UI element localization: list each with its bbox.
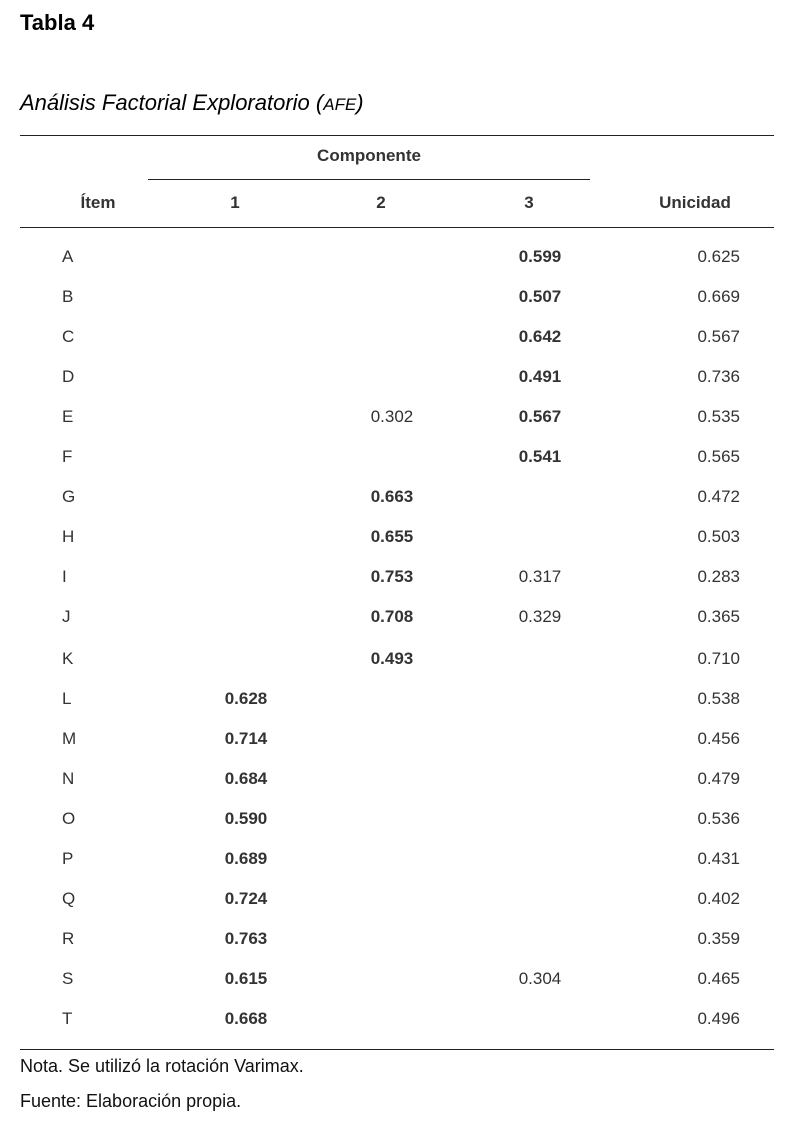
item-cell: G <box>62 487 76 506</box>
item-cell: H <box>62 527 75 546</box>
item-cell: B <box>62 287 74 306</box>
component-3-cell: 0.642 <box>518 327 562 346</box>
unicidad-cell: 0.402 <box>697 889 740 908</box>
table-row <box>0 639 786 679</box>
item-cell: Q <box>62 889 76 908</box>
component-3-cell: 0.317 <box>518 567 562 586</box>
header-col-3: 3 <box>524 193 534 212</box>
item-cell: D <box>62 367 75 386</box>
title-paren-open: ( <box>315 90 324 115</box>
title-main: Análisis Factorial Exploratorio <box>20 90 316 115</box>
table-row <box>0 799 786 839</box>
component-3-cell: 0.599 <box>518 247 562 266</box>
table-row <box>0 597 786 639</box>
bottom-rule <box>20 1049 774 1050</box>
component-2-cell: 0.753 <box>370 567 414 586</box>
table-row <box>0 919 786 959</box>
component-2-cell: 0.493 <box>370 649 414 668</box>
table-row <box>0 879 786 919</box>
top-rule <box>20 135 774 136</box>
unicidad-cell: 0.359 <box>697 929 740 948</box>
table-row <box>0 397 786 437</box>
item-cell: J <box>62 607 71 626</box>
unicidad-cell: 0.535 <box>697 407 740 426</box>
item-cell: A <box>62 247 74 266</box>
component-3-cell: 0.541 <box>518 447 562 466</box>
table-row <box>0 679 786 719</box>
unicidad-cell: 0.710 <box>697 649 740 668</box>
item-cell: C <box>62 327 75 346</box>
header-componente: Componente <box>317 146 421 165</box>
component-1-cell: 0.724 <box>224 889 268 908</box>
unicidad-cell: 0.365 <box>697 607 740 626</box>
source-text: Fuente: Elaboración propia. <box>20 1091 242 1111</box>
unicidad-cell: 0.565 <box>697 447 740 466</box>
unicidad-cell: 0.536 <box>697 809 740 828</box>
component-1-cell: 0.628 <box>224 689 268 708</box>
unicidad-cell: 0.479 <box>697 769 740 788</box>
unicidad-cell: 0.503 <box>697 527 740 546</box>
item-cell: K <box>62 649 74 668</box>
table-row <box>0 719 786 759</box>
title-paren-close: ) <box>356 90 364 115</box>
header-unicidad: Unicidad <box>659 193 731 212</box>
table-row <box>0 959 786 999</box>
component-3-cell: 0.304 <box>518 969 562 988</box>
unicidad-cell: 0.669 <box>697 287 740 306</box>
component-1-cell: 0.763 <box>224 929 268 948</box>
item-cell: T <box>62 1009 73 1028</box>
item-cell: E <box>62 407 74 426</box>
table-title <box>20 90 364 116</box>
table-row <box>0 277 786 317</box>
table-row <box>0 517 786 557</box>
header-bottom-rule <box>20 227 774 228</box>
component-1-cell: 0.689 <box>224 849 268 868</box>
component-1-cell: 0.590 <box>224 809 268 828</box>
item-cell: M <box>62 729 77 748</box>
header-item: Ítem <box>80 193 116 212</box>
item-cell: F <box>62 447 73 466</box>
unicidad-cell: 0.736 <box>697 367 740 386</box>
table-body <box>0 237 786 1039</box>
component-3-cell: 0.567 <box>518 407 562 426</box>
component-2-cell: 0.302 <box>370 407 414 426</box>
table-label: Tabla 4 <box>20 10 95 35</box>
unicidad-cell: 0.496 <box>697 1009 740 1028</box>
item-cell: O <box>62 809 76 828</box>
header-col-1: 1 <box>230 193 240 212</box>
note-text: Nota. Se utilizó la rotación Varimax. <box>20 1056 304 1076</box>
componente-rule <box>148 179 590 180</box>
item-cell: P <box>62 849 74 868</box>
table-row <box>0 477 786 517</box>
component-1-cell: 0.714 <box>224 729 268 748</box>
table-row <box>0 557 786 597</box>
component-2-cell: 0.655 <box>370 527 414 546</box>
unicidad-cell: 0.465 <box>697 969 740 988</box>
table-row <box>0 759 786 799</box>
component-3-cell: 0.507 <box>518 287 562 306</box>
component-1-cell: 0.668 <box>224 1009 268 1028</box>
table-row <box>0 317 786 357</box>
item-cell: N <box>62 769 75 788</box>
item-cell: S <box>62 969 74 988</box>
unicidad-cell: 0.431 <box>697 849 740 868</box>
unicidad-cell: 0.283 <box>697 567 740 586</box>
unicidad-cell: 0.456 <box>697 729 740 748</box>
unicidad-cell: 0.567 <box>697 327 740 346</box>
table-row <box>0 237 786 277</box>
component-3-cell: 0.491 <box>518 367 562 386</box>
title-abbr: AFE <box>323 95 357 114</box>
component-1-cell: 0.615 <box>224 969 268 988</box>
table-row <box>0 999 786 1039</box>
item-cell: I <box>62 567 67 586</box>
table-row <box>0 357 786 397</box>
table-row <box>0 437 786 477</box>
component-2-cell: 0.663 <box>370 487 414 506</box>
item-cell: R <box>62 929 75 948</box>
component-1-cell: 0.684 <box>224 769 268 788</box>
unicidad-cell: 0.625 <box>697 247 740 266</box>
unicidad-cell: 0.538 <box>697 689 740 708</box>
item-cell: L <box>62 689 72 708</box>
header-col-2: 2 <box>376 193 386 212</box>
component-2-cell: 0.708 <box>370 607 414 626</box>
unicidad-cell: 0.472 <box>697 487 740 506</box>
component-3-cell: 0.329 <box>518 607 562 626</box>
table-row <box>0 839 786 879</box>
